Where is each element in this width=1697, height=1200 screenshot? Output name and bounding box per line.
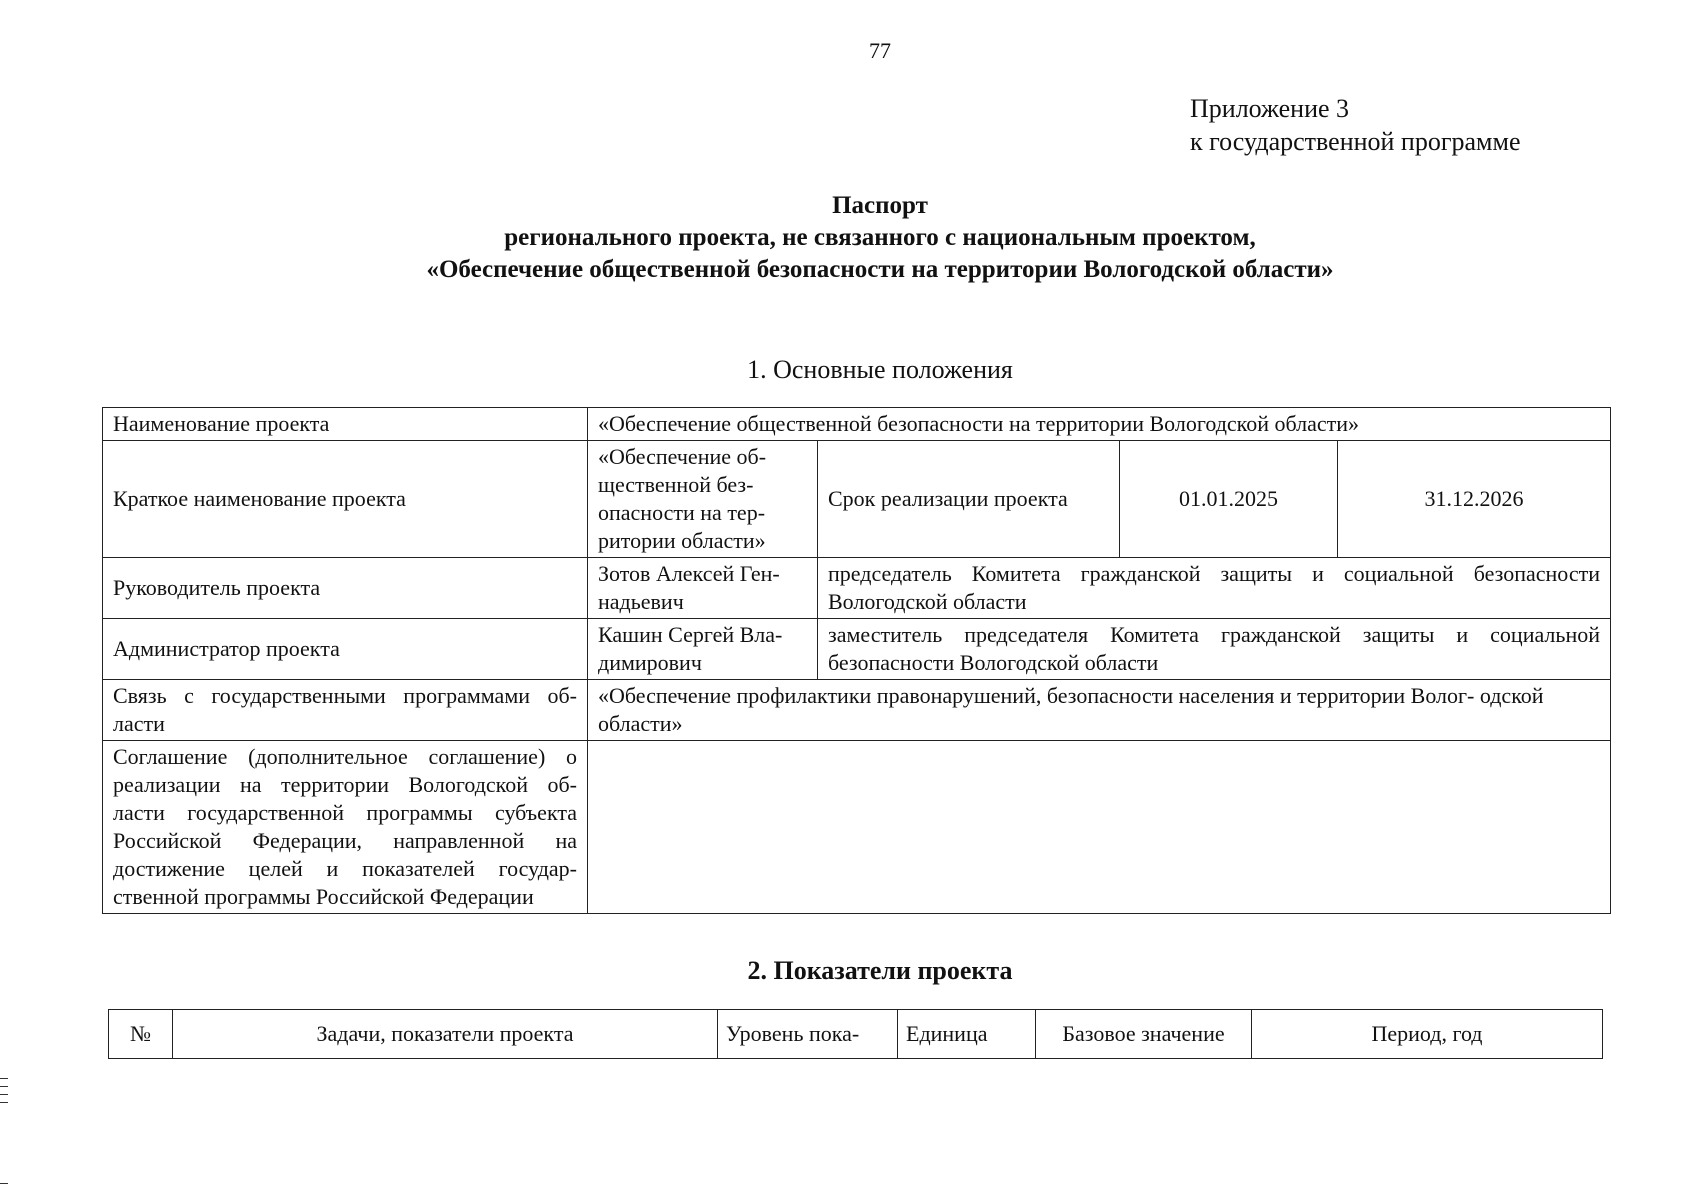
table-row (103, 619, 1611, 680)
leader-name: Зотов Алексей Ген- надьевич (588, 558, 818, 619)
main-provisions-table (102, 407, 1611, 914)
short-name-value: «Обеспечение об- щественной без- опасности на тер- ритории области» (588, 441, 818, 558)
table-row (103, 741, 1611, 914)
table-row (103, 680, 1611, 741)
document-title (0, 190, 1697, 286)
program-link-label: Связь с государственными программами об- ласти (103, 680, 588, 741)
project-name-label: Наименование проекта (103, 408, 588, 441)
margin-mark (0, 1086, 8, 1087)
term-end-date: 31.12.2026 (1338, 441, 1611, 558)
header-unit: Единица (898, 1010, 1036, 1059)
margin-mark (0, 1094, 8, 1095)
leader-label: Руководитель проекта (103, 558, 588, 619)
short-name-label: Краткое наименование проекта (103, 441, 588, 558)
page-number: 77 (869, 38, 891, 63)
program-link-value: «Обеспечение профилактики правонарушений, безопасности населения и территории Волог- одской области» (588, 680, 1611, 741)
header-number: № (109, 1010, 173, 1059)
header-period: Период, год (1252, 1010, 1603, 1059)
admin-label: Администратор проекта (103, 619, 588, 680)
appendix-note (1190, 92, 1521, 158)
admin-name: Кашин Сергей Вла- димирович (588, 619, 818, 680)
table-row (103, 408, 1611, 441)
term-start-date: 01.01.2025 (1120, 441, 1338, 558)
title-line-1: Паспорт (832, 192, 928, 219)
header-tasks: Задачи, показатели проекта (173, 1010, 718, 1059)
appendix-line-1: Приложение 3 (1190, 94, 1350, 123)
agreement-value (588, 741, 1611, 914)
header-level: Уровень пока- (718, 1010, 898, 1059)
project-name-value: «Обеспечение общественной безопасности на территории Вологодской области» (588, 408, 1611, 441)
admin-position: заместитель председателя Комитета гражданской защиты и социальной безопасности Вологодской области (818, 619, 1611, 680)
margin-mark (0, 1102, 8, 1103)
indicators-table (108, 1009, 1603, 1059)
agreement-label: Соглашение (дополнительное соглашение) о реализации на территории Вологодской об- ласти государственной программы субъекта Российской Федерации, направленной на достижение целей и показателей государ- ственной программы Российской Федерации (103, 741, 588, 914)
table-row (103, 441, 1611, 558)
title-line-3: «Обеспечение общественной безопасности на территории Вологодской области» (426, 256, 1334, 283)
section-2-heading: 2. Показатели проекта (747, 956, 1013, 985)
section-1-heading: 1. Основные положения (747, 355, 1013, 384)
table-row (103, 558, 1611, 619)
leader-position: председатель Комитета гражданской защиты и социальной безопасности Вологодской области (818, 558, 1611, 619)
term-label: Срок реализации проекта (818, 441, 1120, 558)
margin-mark (0, 1078, 8, 1079)
title-line-2: регионального проекта, не связанного с национальным проектом, (504, 224, 1256, 251)
appendix-line-2: к государственной программе (1190, 127, 1521, 156)
table-header-row (109, 1010, 1603, 1059)
margin-mark (0, 1183, 8, 1184)
header-base-value: Базовое значение (1036, 1010, 1252, 1059)
